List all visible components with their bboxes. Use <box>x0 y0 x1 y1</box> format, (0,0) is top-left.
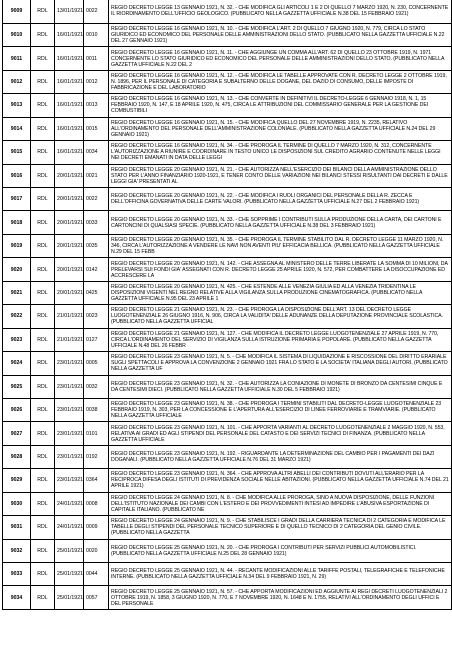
act-date-cell: 20/01/1921 <box>55 281 84 304</box>
act-type-cell: RDL <box>31 23 55 46</box>
act-type-cell: RDL <box>31 539 55 562</box>
row-number-cell: 9013 <box>3 94 31 117</box>
act-code-cell: 0022 <box>84 0 109 23</box>
act-code-cell: 0013 <box>84 94 109 117</box>
table-row <box>3 539 452 562</box>
table-row <box>3 164 452 187</box>
act-code-cell: 0020 <box>84 539 109 562</box>
act-description-cell: REGIO DECRETO LEGGE 16 GENNAIO 1921, N. 34. - CHE PROROGA IL TERMINE DI QUELLO 7 MARZO 1920, N. 312, CONCERNENTE L'AUTORIZZAZIONE A RIUNIRE E COORDINARE IN TESTO UNICO LE DISPOSIZIONI SUL CREDITO AGRARIO CONTENUTE NELLE LEGGI NEI DECRETI EMANATI IN DATA DELLE LEGGI <box>109 141 452 164</box>
act-description-cell: REGIO DECRETO LEGGE 20 GENNAIO 1921, N. 425. - CHE ESTENDE ALLE VENEZIA GIULIA ED ALLA VENEZIA TRIDENTINA LE DISPOSIZIONI VIGENTI NEL REGNO RELATIVE ALLA VIGILANZA SULLA PRODUZIONE CINEMATOGRAFICA. (PUBBLICATO NELLA GAZZETTA UFFICIALE N.95 DEL 23 APRILE 1 <box>109 281 452 304</box>
act-date-cell: 23/01/1921 <box>55 445 84 468</box>
act-description-cell: REGIO DECRETO LEGGE 20 GENNAIO 1921, N. 22. - CHE MODIFICA I RUOLI ORGANICI DEL PERSONALE DELLA R. ZECCA E DELL'OFFICINA GOVERNATIVA DELLE CARTE VALORI. (PUBBLICATO NELLA GAZZETTA UFFICIALE N.27 DEL 2 FEBBRAIO 1921) <box>109 188 452 211</box>
row-number-cell: 9028 <box>3 445 31 468</box>
act-type-cell: RDL <box>31 445 55 468</box>
row-number-cell: 9009 <box>3 0 31 23</box>
act-date-cell: 16/01/1921 <box>55 47 84 70</box>
table-row <box>3 422 452 445</box>
row-number-cell: 9022 <box>3 305 31 328</box>
act-type-cell: RDL <box>31 234 55 257</box>
row-number-cell: 9012 <box>3 70 31 93</box>
act-date-cell: 23/01/1921 <box>55 398 84 421</box>
act-date-cell: 16/01/1921 <box>55 141 84 164</box>
table-row <box>3 258 452 281</box>
table-row <box>3 398 452 421</box>
row-number-cell: 9018 <box>3 211 31 234</box>
act-code-cell: 0142 <box>84 258 109 281</box>
act-type-cell: RDL <box>31 141 55 164</box>
act-type-cell: RDL <box>31 258 55 281</box>
act-description-cell: REGIO DECRETO LEGGE 23 GENNAIO 1921, N. 101. - CHE APPORTA VARIANTI AL DECRETO LUOGOTENENZIALE 2 MAGGIO 1920, N. 553, RELATIVA AI GRADI ED AGLI STIPENDI DEL PERSONALE DEL CATASTO E DEI SERVIZI TECNICI DI FINANZA. (PUBBLICATO NELLA GAZZETTA UFFICIALE <box>109 422 452 445</box>
act-description-cell: REGIO DECRETO LEGGE 25 GENNAIO 1921, N. 57. - CHE APPORTA MODIFICAZIONI ED AGGIUNTE AI REGI DECRETI LUOGOTENENZIALI 2 OTTOBRE 1919, N. 1858, 3 GIUGNO 1920, N. 770, E 7 NOVEMBRE 1920, N. 1648 E N. 1755, RELATIVI ALL'ORDINAMENTO DEGLI UFFICI E DEL PERSONALE <box>109 586 452 609</box>
table-row <box>3 47 452 70</box>
act-code-cell: 0033 <box>84 211 109 234</box>
act-date-cell: 16/01/1921 <box>55 94 84 117</box>
act-date-cell: 23/01/1921 <box>55 375 84 398</box>
table-row <box>3 445 452 468</box>
table-row <box>3 0 452 23</box>
act-code-cell: 0015 <box>84 117 109 140</box>
act-date-cell: 20/01/1921 <box>55 234 84 257</box>
act-type-cell: RDL <box>31 70 55 93</box>
act-type-cell: RDL <box>31 281 55 304</box>
act-code-cell: 0021 <box>84 164 109 187</box>
act-description-cell: REGIO DECRETO LEGGE 21 GENNAIO 1921, N. 127. - CHE MODIFICA IL DECRETO LEGGE LUOGOTENENZIALE 27 APRILE 1919, N. 770, CIRCA L'ORDINAMENTO DEL SERVIZIO DI VIGILANZA SULLA ISTRUZIONE PRIMARIA E POPOLARE. (PUBBLICATO NELLA GAZZETTA UFFICIALE N.48 DEL 26 FEBBR <box>109 328 452 351</box>
act-description-cell: REGIO DECRETO LEGGE 23 GENNAIO 1921, N. 32. - CHE AUTORIZZA LA CONIAZIONE DI MONETE DI BRONZO DA CENTESIMI CINQUE E DA CENTESIMI DIECI. (PUBBLICATO NELLA GAZZETTA UFFICIALE N.30 DEL 5 FEBBRAIO 1921) <box>109 375 452 398</box>
table-row <box>3 492 452 515</box>
act-description-cell: REGIO DECRETO LEGGE 16 GENNAIO 1921, N. 15. - CHE MODIFICA QUELLO DEL 27 NOVEMBRE 1919, N. 2235, RELATIVO ALL'ORDINAMENTO DEL PERSONALE DELL'AMMINISTRAZIONE COLONIALE. (PUBBLICATO NELLA GAZZETTA UFFICIALE N.24 DEL 29 GENNAIO 1921) <box>109 117 452 140</box>
act-date-cell: 21/01/1921 <box>55 305 84 328</box>
row-number-cell: 9033 <box>3 563 31 586</box>
act-code-cell: 0101 <box>84 422 109 445</box>
table-row <box>3 70 452 93</box>
act-date-cell: 24/01/1921 <box>55 516 84 539</box>
act-code-cell: 0011 <box>84 47 109 70</box>
act-description-cell: REGIO DECRETO LEGGE 16 GENNAIO 1921, N. 10. - CHE MODIFICA L'ART. 2 DI QUELLO 7 GIUGNO 1920, N. 779, CIRCA LO STATO GIURIDICO ED ECONOMICO DEL PERSONALE DELLE AMMINISTRAZIONI DELLO STATO. (PUBBLICATO NELLA GAZZETTA UFFICIALE N.22 DEL 27 GENNAIO 1921) <box>109 23 452 46</box>
act-description-cell: REGIO DECRETO LEGGE 24 GENNAIO 1921, N. 9. - CHE STABILISCE I GRADI DELLA CARRIERA TECNICA DI 2 CATEGORIA E MODIFICA LE TABELLE DEGLI STIPENDI DEL PERSONALE TECNICO SUPERIORE E DI QUELLO TECNICO DI 2 CATEGORIA DEL GENIO CIVILE. (PUBBLICATO NELLA GAZZETTA <box>109 516 452 539</box>
act-description-cell: REGIO DECRETO LEGGE 16 GENNAIO 1921, N. 13. - CHE CONVERTE IN DEFINITIVI IL DECRETO-LEGGE 6 GENNAIO 1918, N. 1, 15 FEBBRAIO 1920, N. 147, E 18 APRILE 1920, N. 475, CIRCA LE ATTRIBUZIONI DEL COMMISSARIO GENERALE PER LA GESTIONE DEI COMBUSTIBILI <box>109 94 452 117</box>
act-date-cell: 23/01/1921 <box>55 352 84 375</box>
table-row <box>3 94 452 117</box>
table-row <box>3 516 452 539</box>
act-description-cell: REGIO DECRETO LEGGE 24 GENNAIO 1921, N. 8. - CHE MODIFICA ALLE PROROGA, SINO A NUOVA DISPOSIZIONE, DELLE FUNZIONI DELL'ISTITUTO NAZIONALE DEI CAMBI CON L'ESTERO E DEI PROVVEDIMENTI INTESI AD IMPEDIRE L'ABUSIVA ESPORTAZIONE DI CAPITALE ITALIANO. (PUBBLICATO NE <box>109 492 452 515</box>
act-code-cell: 0009 <box>84 516 109 539</box>
row-number-cell: 9031 <box>3 516 31 539</box>
act-code-cell: 0044 <box>84 563 109 586</box>
act-type-cell: RDL <box>31 492 55 515</box>
row-number-cell: 9016 <box>3 164 31 187</box>
act-type-cell: RDL <box>31 352 55 375</box>
table-row <box>3 586 452 609</box>
act-description-cell: REGIO DECRETO LEGGE 16 GENNAIO 1921, N. 11. - CHE AGGIUNGE UN COMMA ALL'ART. 62 DI QUELLO 23 OTTOBRE 1919, N. 1971 CONCERNENTE LO STATO GIURIDICO ED ECONOMICO DEL PERSONALE DELLE AMMINISTRAZIONI DELLO STATO. (PUBBLICATO NELLA GAZZETTA UFFICIALE N.22 DEL 2 <box>109 47 452 70</box>
row-number-cell: 9024 <box>3 352 31 375</box>
act-date-cell: 25/01/1921 <box>55 586 84 609</box>
table-row <box>3 328 452 351</box>
act-type-cell: RDL <box>31 0 55 23</box>
act-type-cell: RDL <box>31 469 55 492</box>
act-date-cell: 20/01/1921 <box>55 164 84 187</box>
row-number-cell: 9019 <box>3 234 31 257</box>
act-code-cell: 0032 <box>84 375 109 398</box>
act-code-cell: 0005 <box>84 352 109 375</box>
act-type-cell: RDL <box>31 422 55 445</box>
act-type-cell: RDL <box>31 47 55 70</box>
row-number-cell: 9010 <box>3 23 31 46</box>
row-number-cell: 9017 <box>3 188 31 211</box>
act-code-cell: 0127 <box>84 328 109 351</box>
act-code-cell: 0008 <box>84 492 109 515</box>
laws-table <box>2 0 452 610</box>
table-row <box>3 117 452 140</box>
act-code-cell: 0057 <box>84 586 109 609</box>
table-row <box>3 234 452 257</box>
act-description-cell: REGIO DECRETO LEGGE 25 GENNAIO 1921, N. 44. - RECANTE MODIFICAZIONI ALLE TARIFFE POSTALI, TELEGRAFICHE E TELEFONICHE INTERNE. (PUBBLICATO NELLA GAZZETTA UFFICIALE N.34 DEL 9 FEBBRAIO 1921, N. 29) <box>109 563 452 586</box>
act-description-cell: REGIO DECRETO LEGGE 23 GENNAIO 1921, N. 38. - CHE PROROGA I TERMINI STABILITI DAL DECRETO-LEGGE LUOGOTENENZIALE 23 FEBBRAIO 1919, N. 303, PER LA CONCESSIONE E L'APERTURA ALL'ESERCIZIO DI LINEE FERROVIARIE E TRAMVIARIE. (PUBBLICATO NELLA GAZZETTA UFFICIALE <box>109 398 452 421</box>
act-code-cell: 0035 <box>84 234 109 257</box>
act-description-cell: REGIO DECRETO LEGGE 16 GENNAIO 1921, N. 12. - CHE MODIFICA LE TABELLE APPROVATE CON R. DECRETO LEGGE 2 OTTOBRE 1919, N. 1896, PER IL PERSONALE DI CATEGORIA E SUBALTERNO DELLE DOGANE, DEL DAZIO DI CONSUMO, DELLE IMPOSTE DI FABBRICAZIONE E DEL LABORATORIO <box>109 70 452 93</box>
table-row <box>3 141 452 164</box>
act-type-cell: RDL <box>31 211 55 234</box>
row-number-cell: 9026 <box>3 398 31 421</box>
act-type-cell: RDL <box>31 516 55 539</box>
row-number-cell: 9015 <box>3 141 31 164</box>
act-code-cell: 0010 <box>84 23 109 46</box>
act-code-cell: 0023 <box>84 305 109 328</box>
act-date-cell: 24/01/1921 <box>55 492 84 515</box>
row-number-cell: 9020 <box>3 258 31 281</box>
act-type-cell: RDL <box>31 117 55 140</box>
act-date-cell: 20/01/1921 <box>55 258 84 281</box>
row-number-cell: 9011 <box>3 47 31 70</box>
act-date-cell: 25/01/1921 <box>55 539 84 562</box>
act-date-cell: 20/01/1921 <box>55 188 84 211</box>
act-date-cell: 16/01/1921 <box>55 70 84 93</box>
act-code-cell: 0038 <box>84 398 109 421</box>
act-type-cell: RDL <box>31 375 55 398</box>
act-description-cell: REGIO DECRETO LEGGE 25 GENNAIO 1921, N. 20. - CHE PROROGA I CONTRIBUTI PER SERVIZI PUBBLICI AUTOMOBILISTICI. (PUBBLICATO NELLA GAZZETTA UFFICIALE N.25 DEL 28 GENNAIO 1921) <box>109 539 452 562</box>
act-type-cell: RDL <box>31 563 55 586</box>
act-description-cell: REGIO DECRETO LEGGE 20 GENNAIO 1921, N. 33. - CHE SOPPRIME I CONTRIBUTI SULLA PRODUZIONE DELLA CARTA, DEI CARTONI E CARTONCINI DI QUALSIASI SPECIE. (PUBBLICATO NELLA GAZZETTA UFFICIALE N.38 DEL 3 FEBBRAIO 1921) <box>109 211 452 234</box>
act-date-cell: 16/01/1921 <box>55 117 84 140</box>
act-type-cell: RDL <box>31 398 55 421</box>
act-description-cell: REGIO DECRETO LEGGE 13 GENNAIO 1921, N. 32. - CHE MODIFICA GLI ARTICOLI 1 E 2 DI QUELLO 7 MARZO 1920, N. 230, CONCERNENTE IL RIORDINAMENTO DELL'UFFICIO GEOLOGICO. (PUBBLICATO NELLA GAZZETTA UFFICIALE N.38 DEL 15 FEBBRAIO 1921) <box>109 0 452 23</box>
row-number-cell: 9014 <box>3 117 31 140</box>
act-type-cell: RDL <box>31 188 55 211</box>
act-type-cell: RDL <box>31 328 55 351</box>
table-row <box>3 188 452 211</box>
table-row <box>3 23 452 46</box>
row-number-cell: 9021 <box>3 281 31 304</box>
table-row <box>3 375 452 398</box>
act-date-cell: 21/01/1921 <box>55 328 84 351</box>
row-number-cell: 9030 <box>3 492 31 515</box>
act-code-cell: 0012 <box>84 70 109 93</box>
act-description-cell: REGIO DECRETO LEGGE 20 GENNAIO 1921, N. 21. - CHE AUTORIZZA NELL'ESERCIZIO DEI BILANCI DELLA AMMINISTRAZIONE DELLO STATO PER L'ANNO FINANZIARIO 1920-1921, E TENER CONTO DELLE VARIAZIONI NEI BILANCI STESSI RISULTANTI DAI DECRETI E DALLE LEGGI GIA' PRESENTATI AL <box>109 164 452 187</box>
row-number-cell: 9023 <box>3 328 31 351</box>
row-number-cell: 9034 <box>3 586 31 609</box>
act-type-cell: RDL <box>31 586 55 609</box>
act-code-cell: 0022 <box>84 188 109 211</box>
table-row <box>3 352 452 375</box>
act-date-cell: 20/01/1921 <box>55 211 84 234</box>
act-code-cell: 0425 <box>84 281 109 304</box>
act-date-cell: 16/01/1921 <box>55 23 84 46</box>
act-description-cell: REGIO DECRETO LEGGE 23 GENNAIO 1921, N. 5. - CHE MODIFICA IL SISTEMA DI LIQUIDAZIONE E RISCOSSIONE DEL DIRITTO ERARIALE SUGLI SPETTACOLI E APPROVA LA CONVENZIONE 2 GENNAIO 1921 FRA LO STATO E LA SOCIETA' ITALIANA DEGLI AUTORI. (PUBBLICATO NELLA GAZZETTA UF <box>109 352 452 375</box>
row-number-cell: 9032 <box>3 539 31 562</box>
act-description-cell: REGIO DECRETO LEGGE 20 GENNAIO 1921, N. 142. - CHE ASSEGNA AL MINISTERO DELLE TERRE LIBERATE LA SOMMA DI 10 MILIONI, DA PRELEVARSI SUI FONDI GIA' ASSEGNATI CON R. DECRETO LEGGE 25 APRILE 1920, N. 572, PER COMBATTERE LA DISOCCUPAZIONE ED ACCRESCERE LA <box>109 258 452 281</box>
row-number-cell: 9025 <box>3 375 31 398</box>
act-code-cell: 0192 <box>84 445 109 468</box>
table-row <box>3 563 452 586</box>
act-type-cell: RDL <box>31 94 55 117</box>
table-row <box>3 281 452 304</box>
act-type-cell: RDL <box>31 164 55 187</box>
table-row <box>3 211 452 234</box>
act-date-cell: 25/01/1921 <box>55 563 84 586</box>
row-number-cell: 9029 <box>3 469 31 492</box>
act-code-cell: 0034 <box>84 141 109 164</box>
table-row <box>3 469 452 492</box>
act-description-cell: REGIO DECRETO LEGGE 23 GENNAIO 1921, N. 364. - CHE APPROVA ALTRI ABELLI DEI CONTRIBUTI DOVUTI ALL'ERARIO PER LA RECIPROCA DIFESA DEGLI ISTITUTI DI PREVIDENZA SOCIALE NELLE ABITAZIONI. (PUBBLICATO NELLA GAZZETTA UFFICIALE N.74 DEL 21 APRILE 1921) <box>109 469 452 492</box>
row-number-cell: 9027 <box>3 422 31 445</box>
act-description-cell: REGIO DECRETO LEGGE 23 GENNAIO 1921, N. 192. - RIGUARDANTE LA DETERMINAZIONE DEL CAMBIO PER I PAGAMENTI DEI DAZI DOGANALI. (PUBBLICATO NELLA GAZZETTA UFFICIALE N.76 DEL 31 MARZO 1921) <box>109 445 452 468</box>
table-row <box>3 305 452 328</box>
act-type-cell: RDL <box>31 305 55 328</box>
act-date-cell: 13/01/1921 <box>55 0 84 23</box>
act-description-cell: REGIO DECRETO LEGGE 20 GENNAIO 1921, N. 35. - CHE PROROGA IL TERMINE STABILITO DAL R. DECRETO LEGGE 11 MARZO 1920, N. 346, CIRCA L'AUTORIZZAZIONE A VENDERE LE NAVI NON AVENTI PIU' EFFICACIA BELLICA. (PUBBLICATO NELLA GAZZETTA UFFICIALE N.29 DEL 15 FEBB <box>109 234 452 257</box>
laws-table-body <box>3 0 452 609</box>
act-description-cell: REGIO DECRETO LEGGE 21 GENNAIO 1921, N. 23. - CHE PROROGA LA DISPOSIZIONE DELL'ART. 13 DEL DECRETO LEGGE LUOGOTENENZIALE 26 GIUGNO 1916, N. 906, CIRCA LA VALIDITA' DELLE ADUNANZE DELLA DEPUTAZIONE PROVINCIALE SCOLASTICA. (PUBBLICATO NELLA GAZZETTA UFFICIAL <box>109 305 452 328</box>
act-code-cell: 0364 <box>84 469 109 492</box>
act-date-cell: 23/01/1921 <box>55 469 84 492</box>
act-date-cell: 23/01/1921 <box>55 422 84 445</box>
